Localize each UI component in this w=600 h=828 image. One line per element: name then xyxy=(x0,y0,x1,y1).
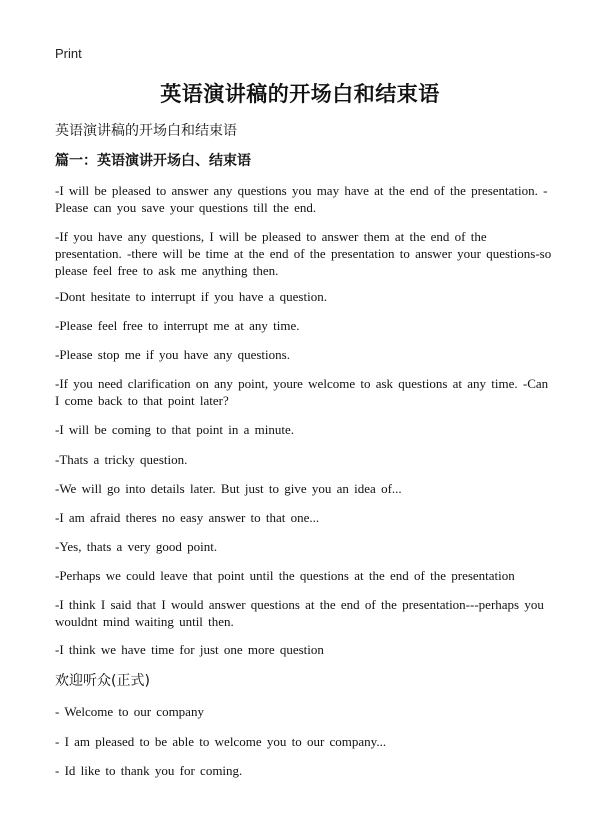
paragraph-1: -I will be pleased to answer any questions you may have at the end of the presentation. -Please can you save your questions till the end. xyxy=(55,183,548,215)
paragraph-2: -If you have any questions, I will be pleased to answer them at the end of the presentation. -there will be time at the end of the presentation to answer your questions-so please feel free to ask me anything then. xyxy=(55,229,552,278)
document-subtitle: 英语演讲稿的开场白和结束语 xyxy=(55,123,237,139)
paragraph-6: -If you need clarification on any point, youre welcome to ask questions at any time. -Can I come back to that point later? xyxy=(55,376,549,408)
welcome-paragraph-1: - Welcome to our company xyxy=(55,704,204,719)
print-link[interactable]: Print xyxy=(55,46,82,61)
paragraph-12: -Perhaps we could leave that point until the questions at the end of the presentation xyxy=(55,568,515,583)
paragraph-5: -Please stop me if you have any questions. xyxy=(55,347,290,362)
paragraph-9: -We will go into details later. But just to give you an idea of... xyxy=(55,481,402,496)
paragraph-14: -I think we have time for just one more question xyxy=(55,642,324,657)
welcome-paragraph-2: - I am pleased to be able to welcome you to our company... xyxy=(55,734,387,749)
welcome-heading: 欢迎听众(正式) xyxy=(55,673,150,689)
paragraph-11: -Yes, thats a very good point. xyxy=(55,539,218,554)
paragraph-10: -I am afraid theres no easy answer to that one... xyxy=(55,510,320,525)
document-title: 英语演讲稿的开场白和结束语 xyxy=(160,82,440,106)
paragraph-8: -Thats a tricky question. xyxy=(55,452,188,467)
paragraph-7: -I will be coming to that point in a minute. xyxy=(55,422,294,437)
paragraph-13: -I think I said that I would answer questions at the end of the presentation---perhaps you wouldnt mind waiting until then. xyxy=(55,597,544,629)
paragraph-4: -Please feel free to interrupt me at any time. xyxy=(55,318,300,333)
paragraph-3: -Dont hesitate to interrupt if you have a question. xyxy=(55,289,327,304)
welcome-paragraph-3: - Id like to thank you for coming. xyxy=(55,763,243,778)
section-heading: 篇一：英语演讲开场白、结束语 xyxy=(55,153,251,169)
